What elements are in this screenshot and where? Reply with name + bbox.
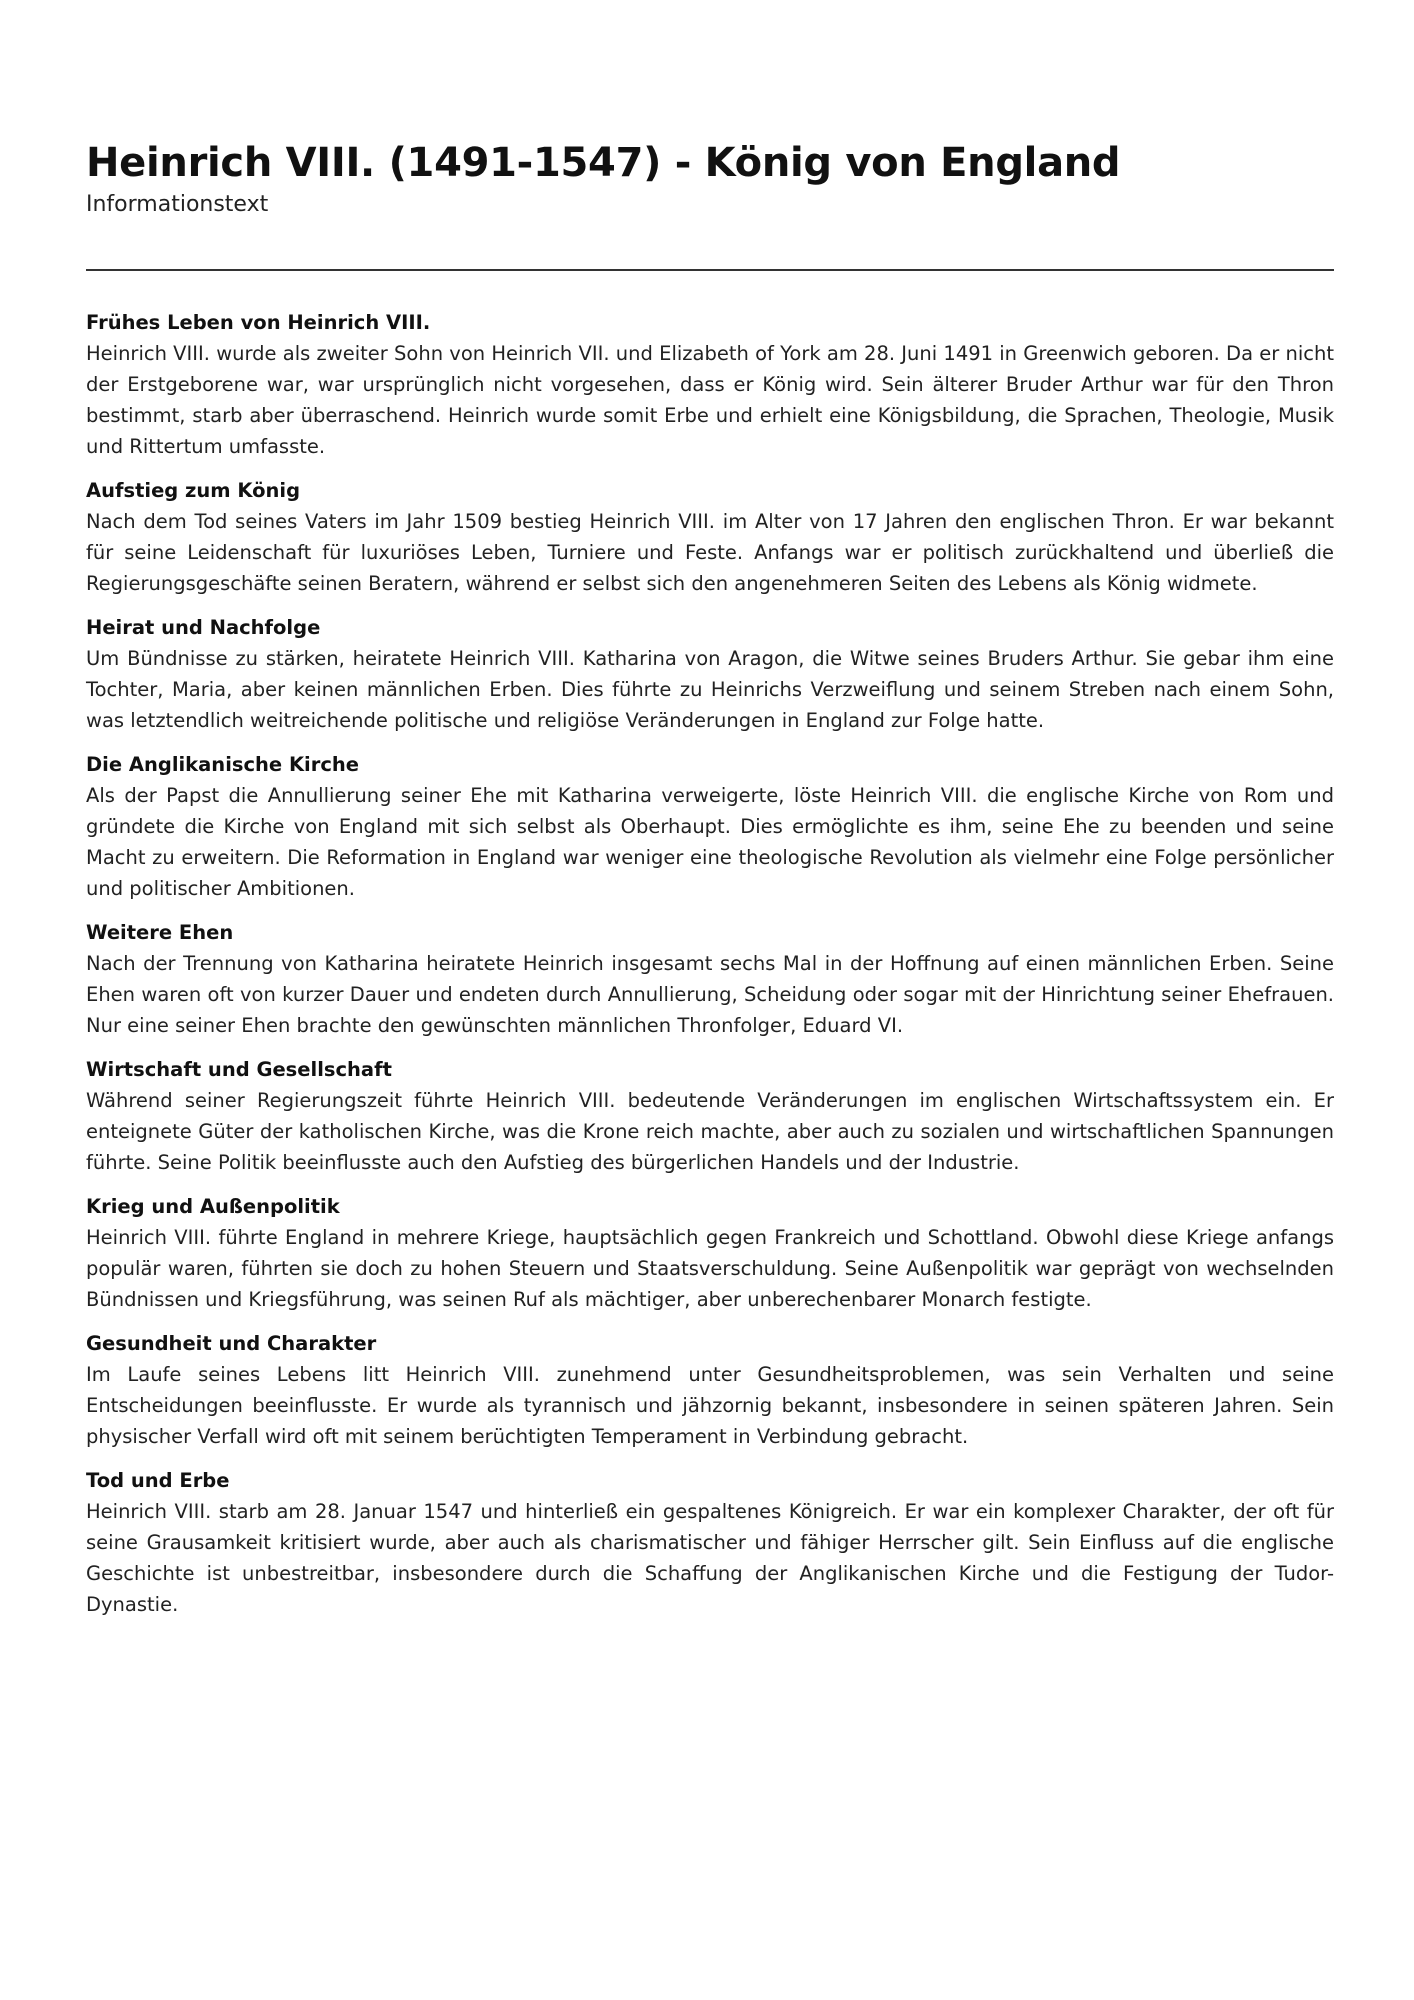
section-heading: Frühes Leben von Heinrich VIII. (86, 311, 431, 334)
section-body: Während seiner Regierungszeit führte Heinrich VIII. bedeutende Veränderungen im englischen Wirtschaftssystem ein. Er enteignete Güter der katholischen Kirche, was die Krone reich machte, aber auch zu sozialen und wirtschaftlichen Spannungen führte. Seine Politik beeinflusste auch den Aufstieg des bürgerlichen Handels und der Industrie. (86, 1089, 1334, 1174)
section-gesundheit (86, 1328, 1334, 1452)
section-tod-und-erbe (86, 1465, 1334, 1620)
section-krieg (86, 1191, 1334, 1315)
section-body: Nach dem Tod seines Vaters im Jahr 1509 bestieg Heinrich VIII. im Alter von 17 Jahren den englischen Thron. Er war bekannt für seine Leidenschaft für luxuriöses Leben, Turniere und Feste. Anfangs war er politisch zurückhaltend und überließ die Regierungsgeschäfte seinen Beratern, während er selbst sich den angenehmeren Seiten des Lebens als König widmete. (86, 510, 1334, 595)
section-wirtschaft (86, 1054, 1334, 1178)
page-title: Heinrich VIII. (1491-1547) - König von England (86, 140, 1121, 186)
section-heading: Krieg und Außenpolitik (86, 1195, 340, 1218)
section-body: Nach der Trennung von Katharina heiratete Heinrich insgesamt sechs Mal in der Hoffnung auf einen männlichen Erben. Seine Ehen waren oft von kurzer Dauer und endeten durch Annullierung, Scheidung oder sogar mit der Hinrichtung seiner Ehefrauen. Nur eine seiner Ehen brachte den gewünschten männlichen Thronfolger, Eduard VI. (86, 952, 1334, 1037)
document-page (86, 138, 1334, 1633)
section-heading: Weitere Ehen (86, 921, 234, 944)
section-body: Im Laufe seines Lebens litt Heinrich VIII. zunehmend unter Gesundheitsproblemen, was sein Verhalten und seine Entscheidungen beeinflusste. Er wurde als tyrannisch und jähzornig bekannt, insbesondere in seinen späteren Jahren. Sein physischer Verfall wird oft mit seinem berüchtigten Temperament in Verbindung gebracht. (86, 1363, 1334, 1448)
section-fruehes-leben (86, 307, 1334, 462)
section-anglikanische-kirche (86, 749, 1334, 904)
section-body: Als der Papst die Annullierung seiner Ehe mit Katharina verweigerte, löste Heinrich VIII. die englische Kirche von Rom und gründete die Kirche von England mit sich selbst als Oberhaupt. Dies ermöglichte es ihm, seine Ehe zu beenden und seine Macht zu erweitern. Die Reformation in England war weniger eine theologische Revolution als vielmehr eine Folge persönlicher und politischer Ambitionen. (86, 784, 1334, 900)
title-divider (86, 269, 1334, 271)
section-weitere-ehen (86, 917, 1334, 1041)
sections-container (86, 307, 1334, 1620)
section-heirat (86, 612, 1334, 736)
section-heading: Die Anglikanische Kirche (86, 753, 360, 776)
page-subtitle: Informationstext (86, 192, 269, 217)
section-body: Heinrich VIII. starb am 28. Januar 1547 und hinterließ ein gespaltenes Königreich. Er war ein komplexer Charakter, der oft für seine Grausamkeit kritisiert wurde, aber auch als charismatischer und fähiger Herrscher gilt. Sein Einfluss auf die englische Geschichte ist unbestreitbar, insbesondere durch die Schaffung der Anglikanischen Kirche und die Festigung der Tudor-Dynastie. (86, 1500, 1334, 1616)
section-heading: Wirtschaft und Gesellschaft (86, 1058, 392, 1081)
section-heading: Heirat und Nachfolge (86, 616, 321, 639)
section-heading: Gesundheit und Charakter (86, 1332, 377, 1355)
section-body: Heinrich VIII. führte England in mehrere Kriege, hauptsächlich gegen Frankreich und Schottland. Obwohl diese Kriege anfangs populär waren, führten sie doch zu hohen Steuern und Staatsverschuldung. Seine Außenpolitik war geprägt von wechselnden Bündnissen und Kriegsführung, was seinen Ruf als mächtiger, aber unberechenbarer Monarch festigte. (86, 1226, 1334, 1311)
section-heading: Tod und Erbe (86, 1469, 230, 1492)
section-body: Heinrich VIII. wurde als zweiter Sohn von Heinrich VII. und Elizabeth of York am 28. Juni 1491 in Greenwich geboren. Da er nicht der Erstgeborene war, war ursprünglich nicht vorgesehen, dass er König wird. Sein älterer Bruder Arthur war für den Thron bestimmt, starb aber überraschend. Heinrich wurde somit Erbe und erhielt eine Königsbildung, die Sprachen, Theologie, Musik und Rittertum umfasste. (86, 342, 1334, 458)
section-aufstieg (86, 475, 1334, 599)
section-body: Um Bündnisse zu stärken, heiratete Heinrich VIII. Katharina von Aragon, die Witwe seines Bruders Arthur. Sie gebar ihm eine Tochter, Maria, aber keinen männlichen Erben. Dies führte zu Heinrichs Verzweiflung und seinem Streben nach einem Sohn, was letztendlich weitreichende politische und religiöse Veränderungen in England zur Folge hatte. (86, 647, 1334, 732)
section-heading: Aufstieg zum König (86, 479, 301, 502)
